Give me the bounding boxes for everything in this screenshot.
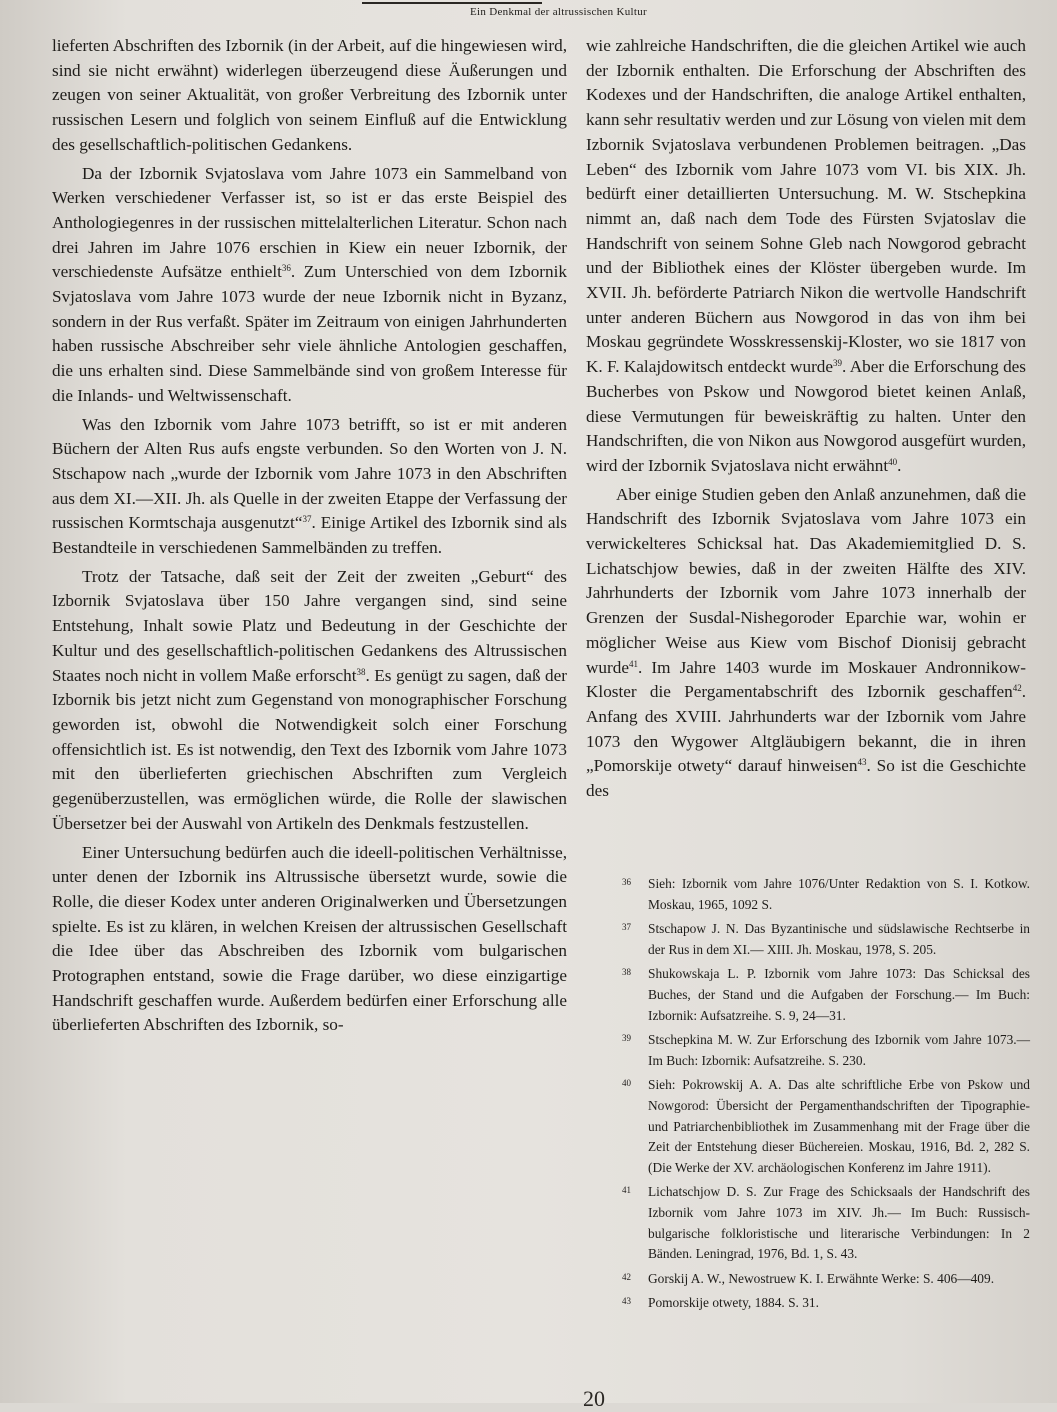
paragraph: Einer Untersuchung bedürfen auch die ideell-politischen Verhältnisse, unter denen der Izbornik ins Altrussische übersetzt wurde, sowie die Rolle, die dieser Kodex unter anderen Originalwerken und Übersetzungen spielte. Es ist zu klären, in welchen Kreisen der altrussischen Gesellschaft die Idee über das Abschreiben des Izbornik vom bulgarischen Protographen entstand, sowie die Frage darüber, wo diese einzigartige Handschrift geschaffen wurde. Außerdem bedürfen einer Erforschung alle überlieferten Abschriften des Izbornik, so- [52, 842, 567, 1035]
footnote: 42 Gorskij A. W., Newostruew K. I. Erwähnte Werke: S. 406—409. [622, 1269, 1030, 1290]
footnote: 37 Stschapow J. N. Das Byzantinische und südslawische Rechtserbe in der Rus in dem XI.— XIII. Jh. Moskau, 1978, S. 205. [622, 919, 1030, 960]
running-title: Ein Denkmal der altrussischen Kultur [470, 6, 647, 18]
footnote-ref[interactable]: 38 [356, 666, 366, 677]
footnote-number: 40 [622, 1078, 631, 1089]
paragraph: Trotz der Tatsache, daß seit der Zeit der zweiten „Geburt“ des Izbornik Svjatoslava über 150 Jahre vergangen sind, sind seine Entstehung, Inhalt sowie Platz und Bedeutung in der Geschichte der Kultur und des gesellschaftlich-politischen Gedankens des Altrussischen Staates noch nicht in vollem Maße erforscht$^{38}$. Es genügt zu sagen, daß der Izbornik bis jetzt nicht zum Gegenstand von monographischer Forschung geworden ist, obwohl die Notwendigkeit solch einer Forschung offensichtlich ist. Es ist notwendig, den Text des Izbornik vom Jahre 1073 mit den überlieferten griechischen Abschriften zum Vergleich gegenüberzustellen, was ermöglichen würde, die Rolle der slawischen Übersetzer bei der Auswahl von Artikeln des Denkmals festzustellen. [52, 566, 567, 833]
footnote: 36 Sieh: Izbornik vom Jahre 1076/Unter Redaktion von S. I. Kotkow. Moskau, 1965, 1092 S. [622, 874, 1030, 915]
footnote-ref[interactable]: 41 [628, 658, 638, 669]
footnote-ref[interactable]: 36 [281, 263, 291, 274]
footnote: 38 Shukowskaja L. P. Izbornik vom Jahre 1073: Das Schicksal des Buches, der Stand und die Aufgaben der Forschung.— Im Buch: Izbornik: Aufsatzreihe. S. 9, 24—31. [622, 964, 1030, 1026]
footnote-number: 36 [622, 877, 631, 887]
footnote: 39 Stschepkina M. W. Zur Erforschung des Izbornik vom Jahre 1073.— Im Buch: Izbornik: Aufsatzreihe. S. 230. [622, 1030, 1030, 1071]
paragraph: Da der Izbornik Svjatoslava vom Jahre 1073 ein Sammelband von Werken verschiedener Verfasser ist, so ist er das erste Beispiel des Anthologiegenres in der russischen mittelalterlichen Literatur. Schon nach drei Jahren im Jahre 1076 erschien in Kiew ein neuer Izbornik, der verschiedenste Aufsätze enthielt$^{36}$. Zum Unterschied von dem Izbornik Svjatoslava vom Jahre 1073 wurde der neue Izbornik nicht in Byzanz, sondern in der Rus verfaßt. Später im Zeitraum von einigen Jahrhunderten haben russische Abschreiber sehr viele ähnliche Antologien geschaffen, die uns erhalten sind. Diese Sammelbände sind von großem Interesse für die Inlands- und Weltwissenschaft. [52, 163, 567, 405]
paragraph: wie zahlreiche Handschriften, die die gleichen Artikel wie auch der Izbornik enthalten. Die Erforschung der Abschriften des Kodexes und der Handschriften, die analoge Artikel enthalten, kann sehr resultativ werden und zur Lösung von vielen mit dem Izbornik Svjatoslava verbundenen Problemen beitragen. „Das Leben“ des Izbornik vom Jahre 1073 vom VI. bis XIX. Jh. bedürft einer detaillierten Untersuchung. M. W. Stschepkina nimmt an, daß nach dem Tode des Fürsten Svjatoslav die Handschrift von seinem Sohne Gleb nach Nowgorod gebracht und der Bibliothek eines der Klöster übergeben wurde. Im XVII. Jh. beförderte Patriarch Nikon die wertvolle Handschrift unter anderen Büchern aus Nowgorod in das von ihm bei Moskau gegründete Wosskressenskij-Kloster, wo sie 1817 von K. F. Kalajdowitsch entdeckt wurde$^{39}$. Aber die Erforschung des Bucherbes von Pskow und Nowgorod bietet keinen Anlaß, diese Vermutungen für beweiskräftig zu halten. Unter den Handschriften, die von Nikon aus Nowgorod ausgefürt wurden, wird der Izbornik Svjatoslava nicht erwähnt$^{40}$. [586, 36, 1026, 475]
page-number: 20 [583, 1386, 605, 1411]
footnote: 41 Lichatschjow D. S. Zur Frage des Schicksaals der Handschrift des Izbornik vom Jahre 1073 im XIV. Jh.— Im Buch: Russisch-bulgarische folkloristische und literarische Verbindungen: In 2 Bänden. Leningrad, 1976, Bd. 1, S. 43. [622, 1182, 1030, 1264]
footnote: 40 Sieh: Pokrowskij A. A. Das alte schriftliche Erbe von Pskow und Nowgorod: Übersicht der Pergamenthandschriften der Tipographie-und Patriarchenbibliothek im Zusammenhang mit der Frage über die Zeit der Entstehung dieser Büchereien. Moskau, 1916, Bd. 2, 282 S. (Die Werke der XV. archäologischen Konferenz im Jahre 1911). [622, 1075, 1030, 1178]
paragraph: Aber einige Studien geben den Anlaß anzunehmen, daß die Handschrift des Izbornik Svjatoslava vom Jahre 1073 ein verwickelteres Schicksal hat. Das Akademiemitglied D. S. Lichatschjow bewies, daß in der zweiten Hälfte des XIV. Jahrhunderts der Izbornik vom Jahre 1073 innerhalb der Grenzen der Susdal-Nishegoroder Eparchie war, wohin er möglicher Weise aus Kiew vom Bischof Dionisij gebracht wurde$^{41}$. Im Jahre 1403 wurde im Moskauer Andronnikow-Kloster die Pergamentabschrift des Izbornik geschaffen$^{42}$. Anfang des XVIII. Jahrhunderts war der Izbornik vom Jahre 1073 den Wygower Altgläubigern bekannt, die in ihren „Pomorskije otwety“ darauf hinweisen$^{43}$. So ist die Geschichte des [586, 484, 1027, 801]
header-rule [362, 2, 542, 4]
footnotes [622, 874, 1030, 1318]
footnote-number: 43 [622, 1296, 631, 1307]
footnote-ref[interactable]: 43 [857, 757, 867, 768]
footnote-ref[interactable]: 39 [833, 358, 843, 369]
left-column [52, 34, 567, 1038]
paragraph: lieferten Abschriften des Izbornik (in der Arbeit, auf die hingewiesen wird, sind sie nicht erwähnt) widerlegen überzeugend diese Äußerungen und zeugen von seiner Aktualität, von großer Verbreitung des Izbornik unter russischen Lesern und folglich von seinem Einfluß auf die Entwicklung des gesellschaftlich-politischen Gedankens. [52, 36, 567, 154]
paragraph: Was den Izbornik vom Jahre 1073 betrifft, so ist er mit anderen Büchern der Alten Rus aufs engste verbunden. So den Worten von J. N. Stschapow nach „wurde der Izbornik vom Jahre 1073 in den Abschriften aus dem XI.—XII. Jh. als Quelle in der zweiten Etappe der Verfassung der russischen Kormtschaja ausgenutzt“$^{37}$. Einige Artikel des Izbornik sind als Bestandteile in verschiedenen Sammelbänden zu treffen. [52, 414, 567, 558]
footnote-number: 38 [622, 967, 631, 978]
right-column [586, 34, 1026, 804]
footnote-ref[interactable]: 40 [888, 456, 898, 467]
footnote-ref[interactable]: 42 [1012, 683, 1022, 694]
footnote-number: 41 [622, 1185, 631, 1196]
footnote-number: 42 [622, 1271, 631, 1282]
footnote-number: 37 [622, 922, 631, 933]
footnote-number: 39 [622, 1033, 631, 1044]
footnote: 43 Pomorskije otwety, 1884. S. 31. [622, 1293, 1030, 1314]
footnote-ref[interactable]: 37 [302, 514, 312, 525]
